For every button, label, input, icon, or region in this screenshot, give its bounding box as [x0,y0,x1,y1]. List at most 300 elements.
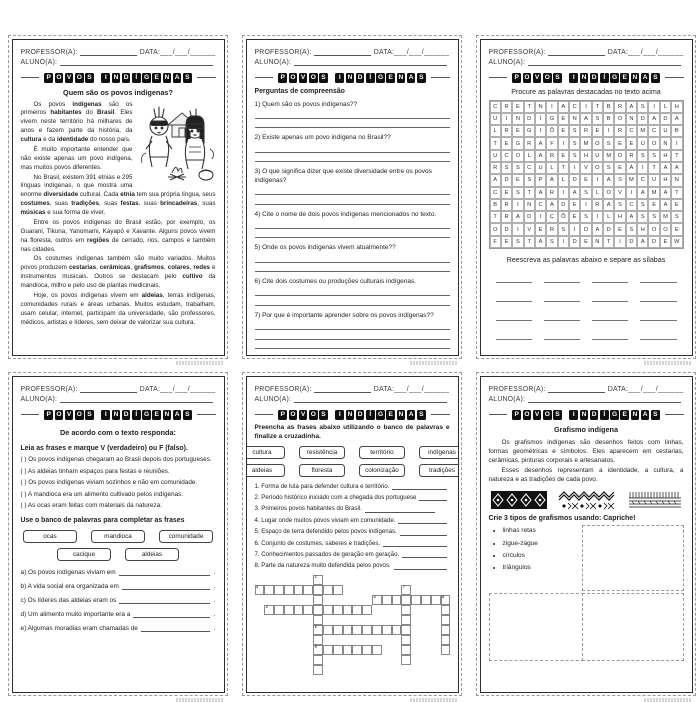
sheet-wordsearch [476,35,696,359]
professor-blank [314,385,370,393]
crossword-empty [264,595,274,605]
crossword-clue [255,550,450,558]
wordsearch-cell: A [648,113,659,125]
crossword-empty [255,665,265,675]
crossword-cell [362,645,372,655]
crossword-empty [274,595,284,605]
wordsearch-cell: I [580,101,591,113]
wordsearch-cell: A [603,199,614,211]
crossword-empty [284,615,294,625]
crossword-empty [343,635,353,645]
wordsearch-cell: T [490,211,501,223]
crossword-cell [352,645,362,655]
crossword-cell [392,595,402,605]
wordsearch-cell: A [546,174,557,186]
crossword-cell [294,585,304,595]
title-letter: P [512,73,521,83]
wordsearch-cell: C [648,125,659,137]
title-row [255,410,450,420]
crossword-empty [372,615,382,625]
crossword-empty [421,645,431,655]
wordsearch-cell: E [614,223,625,235]
title-row [255,73,450,83]
answer-line [255,109,450,119]
crossword-cell [401,605,411,615]
crossword-empty [303,635,313,645]
title-letter: N [581,74,587,81]
crossword-clue-text: 5. Espaço de terra defendido pelos povos indígenas. [254,528,397,536]
crossword-empty [392,605,402,615]
wordsearch-cell: E [558,150,569,162]
wordsearch-cell: S [626,223,637,235]
crossword-empty [294,625,304,635]
question-text: 4) Cite o nome de dois povos indígenas mencionados no texto. [254,210,437,218]
title-letter: V [533,73,542,83]
crossword-empty [362,615,372,625]
professor-line [489,48,684,56]
title-letter: O [56,74,62,81]
crossword-empty [284,625,294,635]
wordsearch-cell: S [603,162,614,174]
sheet-grafismo [476,372,696,696]
wordsearch-cell: A [626,211,637,223]
watermark [176,361,224,365]
wordsearch-cell: B [490,199,501,211]
wordsearch-cell: S [580,211,591,223]
crossword-cell [323,645,333,655]
page-title [278,73,425,83]
syllable-line [544,349,580,355]
crossword-cell [333,645,343,655]
crossword-empty [274,625,284,635]
wordsearch-cell: N [626,113,637,125]
word-bank-chip: cultura [246,446,286,459]
fill-blank [119,568,210,576]
sheet-reading-text [8,35,228,359]
sentence-period: . [213,569,216,577]
professor-label: PROFESSOR(A): [20,48,78,56]
wordsearch-cell: A [592,223,603,235]
professor-label: PROFESSOR(A): [488,385,546,393]
crossword-empty [411,665,421,675]
wordsearch-cell: E [580,236,591,248]
question-text: 3) O que significa dizer que existe diversidade entre os povos indígenas? [254,168,432,184]
wordsearch-cell: I [648,101,659,113]
sentence-period: . [213,611,216,619]
wordsearch-cell: D [501,223,512,235]
title-letter: N [164,74,170,81]
wordsearch-cell: V [580,162,591,174]
word-bank-chip: colonização [359,464,405,477]
wordsearch-cell: O [592,137,603,149]
wordsearch-cell: R [546,187,557,199]
syllable-line [640,311,676,321]
wordsearch-cell: M [637,125,648,137]
aluno-line [489,395,684,403]
title-letter: O [56,411,62,418]
wordsearch-cell: N [569,113,580,125]
crossword-empty [294,635,304,645]
title-letter: P [278,410,287,420]
crossword-cell [401,645,411,655]
wordsearch-cell: N [671,174,682,186]
answer-line [255,296,450,306]
bullet-item: • círculos [503,550,684,562]
title-letter: O [544,411,550,418]
word-bank [251,446,456,477]
crossword-empty [343,585,353,595]
answer-line [255,340,450,350]
answer-line [255,195,450,205]
wordsearch-cell: Ç [546,211,557,223]
answer-line [255,153,450,163]
crossword-empty [392,585,402,595]
aluno-label: ALUNO(A): [254,58,292,66]
wordsearch-cell: E [569,211,580,223]
wordsearch-cell: E [501,187,512,199]
word-bank-chip: aldeias [125,548,179,561]
title-letter: E [152,410,161,420]
crossword-empty [323,575,333,585]
grafismo-paragraph: Os grafismos indígenas são desenhos feitos com linhas, formas geométricas e símbolos. Eles aparecem em cestarias, cerâmicas, pinturas corporais e artesanatos. [488,438,684,464]
crossword-cell [441,615,451,625]
reading-paragraph: Os costumes indígenas também são muito variados. Muitos povos produzem cestarias, cerâmicas, grafismos, colares, redes e instrumentos musicais. Outros se destacam pelo cultivo da mandioca, milho e pelo uso de plantas medicinais. [20,255,216,289]
wordsearch-cell: I [535,125,546,137]
wordsearch-cell: A [535,137,546,149]
wordsearch-cell: S [614,174,625,186]
professor-blank [80,48,136,56]
sheet-true-false-inner [12,376,225,693]
questions-list [255,101,450,350]
crossword-empty [333,595,343,605]
wordsearch-cell: H [671,101,682,113]
wordsearch-cell: C [490,187,501,199]
crossword-empty [255,605,265,615]
crossword-empty [392,615,402,625]
crossword-empty [284,655,294,665]
data-blank: ___/___/______ [394,385,450,393]
page-title [44,73,191,83]
crossword-clue [255,516,450,524]
aluno-line [255,395,450,403]
page-title [512,73,659,83]
crossword-number: 5 [314,645,317,650]
fill-sentence-text: a) Os povos indígenas viviam em [20,569,116,577]
wordsearch-cell: I [637,162,648,174]
title-letter: S [553,73,562,83]
wordsearch-cell: G [512,137,523,149]
watermark [410,361,458,365]
syllable-line [496,292,532,302]
data-label: DATA: [139,385,161,393]
sentence-period: . [213,597,216,605]
reading-paragraph: É muito importante entender que não existe apenas um povo indígena, mas muitos povos diferentes. [20,145,133,171]
crossword-empty [352,615,362,625]
crossword-empty [343,615,353,625]
crossword-cell [264,605,274,615]
syllable-grid [489,268,684,355]
fill-sentence-text: e) Algumas moradias eram chamadas de [20,625,138,633]
aluno-blank [528,58,680,66]
wordsearch-cell: C [490,101,501,113]
wordsearch-cell: R [614,101,625,113]
bullet-item: • triângulos [503,562,684,574]
crossword-empty [255,595,265,605]
wordsearch-cell: D [524,113,535,125]
crossword-cell [401,585,411,595]
title-letter: P [278,73,287,83]
title-row [21,73,216,83]
title-letter: Í [366,410,375,420]
wordsearch-cell: P [535,174,546,186]
crossword-empty [352,595,362,605]
crossword-empty [392,665,402,675]
wordsearch-cell: N [524,199,535,211]
wordsearch-cell: I [592,211,603,223]
wordsearch-cell: E [671,199,682,211]
crossword-empty [323,635,333,645]
crossword-cell [274,605,284,615]
title-letter: O [76,74,82,81]
wordsearch-cell: G [546,113,557,125]
crossword-empty [411,645,421,655]
crossword-empty [352,575,362,585]
grafismo-paragraph: Esses desenhos representam a identidade, a cultura, a natureza e as tradições de cada povo. [488,466,684,484]
wordsearch-cell: Õ [558,211,569,223]
word-bank-chip: floresta [299,464,345,477]
aluno-label: ALUNO(A): [254,395,292,403]
wordsearch-cell: S [637,150,648,162]
data-label: DATA: [139,48,161,56]
professor-line [255,385,450,393]
crossword-empty [284,665,294,675]
watermark [410,698,458,702]
syllable-line [592,273,628,283]
wordsearch-cell: V [614,187,625,199]
professor-blank [314,48,370,56]
sheet-true-false [8,372,228,696]
crossword-cell [441,625,451,635]
title-letter: N [398,74,404,81]
crossword-clue-text: 3. Primeiros povos habitantes do Brasil. [254,505,362,513]
title-letter: N [347,411,353,418]
title-letter: S [651,410,660,420]
title-letter: N [164,411,170,418]
wordsearch-cell: R [501,101,512,113]
title-letter: N [398,411,404,418]
crossword-cell [313,645,323,655]
wordsearch-cell: Í [535,113,546,125]
crossword-clue [255,493,450,501]
questions-heading: Perguntas de compreensão [254,87,345,95]
wordsearch-cell: T [592,101,603,113]
word-bank-row [21,530,216,543]
aluno-label: ALUNO(A): [488,395,526,403]
wordsearch-cell: I [558,236,569,248]
title-letter: E [620,73,629,83]
crossword-empty [431,665,441,675]
aluno-line [255,58,450,66]
crossword-cell [264,585,274,595]
sentence-period: . [213,625,216,633]
fill-blank [133,610,209,618]
data-blank: ___/___/______ [394,48,450,56]
crossword-empty [362,585,372,595]
wordsearch-cell: U [592,150,603,162]
professor-line [21,48,216,56]
crossword-empty [411,615,421,625]
crossword-empty [372,665,382,675]
true-false-item: ( ) As aldeias tinham espaços para festas e reuniões. [20,467,170,475]
crossword-empty [264,615,274,625]
title-letter: A [642,411,648,418]
fill-blank [119,596,209,604]
question-text: 5) Onde os povos indígenas vivem atualmente?? [254,244,396,252]
title-letter: N [347,74,353,81]
data-blank: ___/___/______ [628,385,684,393]
crossword-empty [431,635,441,645]
reading-textblock [21,101,216,328]
wordsearch-cell: M [626,174,637,186]
watermark [644,361,692,365]
crossword-empty [372,575,382,585]
wordsearch-cell: D [626,236,637,248]
crossword-empty [352,655,362,665]
tf-heading: De acordo com o texto responda: [60,427,176,437]
crossword-cell [401,615,411,625]
crossword-cell [323,605,333,615]
wordsearch-cell: C [569,101,580,113]
crossword-empty [431,655,441,665]
crossword-cell [401,625,411,635]
wordsearch-cell: U [660,125,671,137]
title-letter: G [611,74,618,81]
wordsearch-cell: M [660,211,671,223]
aluno-line [489,58,684,66]
crossword-cell [411,595,421,605]
wordsearch-cell: N [512,113,523,125]
wordsearch-cell: B [603,101,614,113]
crossword-cell [362,605,372,615]
crossword-clue-text: 6. Conjunto de costumes, saberes e tradições. [254,539,381,547]
wordsearch-cell: L [490,125,501,137]
title-letter: S [85,410,94,420]
crossword-empty [255,615,265,625]
syllable-line [592,311,628,321]
draw-instruction: Crie 3 tipos de grafismos usando: Capriche! [488,515,636,523]
drawing-box [489,593,589,661]
crossword-clue [255,528,450,536]
wordsearch-cell: E [614,137,625,149]
wordsearch-cell: S [546,236,557,248]
title-letter: I [335,73,344,83]
crossword-empty [441,585,451,595]
word-bank-chip: aldeias [246,464,286,477]
wordsearch-cell: U [535,162,546,174]
crossword-number: 2 [265,605,268,610]
fill-blank [141,624,210,632]
title-letter: O [290,411,296,418]
answer-line [255,321,450,331]
wordsearch-cell: S [592,113,603,125]
crossword-empty [431,585,441,595]
crossword-empty [411,605,421,615]
professor-line [489,385,684,393]
wordsearch-cell: R [490,162,501,174]
crossword-empty [421,665,431,675]
wordsearch-cell: A [671,162,682,174]
crossword-cell [255,585,265,595]
aluno-blank [60,395,212,403]
tf-instruction: Leia as frases e marque V (verdadeiro) ou F (falso). [20,444,188,452]
crossword-empty [431,575,441,585]
professor-line [255,48,450,56]
crossword-empty [411,635,421,645]
title-letter: S [319,410,328,420]
title-letter: S [183,410,192,420]
wordsearch-cell: S [637,199,648,211]
crossword-empty [264,575,274,585]
sheet-questions [242,35,462,359]
crossword-empty [274,665,284,675]
wordsearch-cell: N [660,137,671,149]
title-letter: E [386,73,395,83]
wordsearch-cell: E [512,125,523,137]
wordsearch-cell: A [580,113,591,125]
page-title [512,410,659,420]
sheet-questions-inner [246,39,459,356]
title-letter: G [611,411,618,418]
wordsearch-cell: E [512,174,523,186]
word-bank [21,530,216,561]
data-label: DATA: [607,48,629,56]
wordsearch-cell: T [671,187,682,199]
data-label: DATA: [373,48,395,56]
crossword-cell [303,605,313,615]
wordsearch-cell: E [614,162,625,174]
wordsearch-cell: E [558,113,569,125]
crossword-grid [255,575,450,675]
wordsearch-cell: V [524,223,535,235]
crossword-cell [313,665,323,675]
zigzag-pattern-icon [558,490,616,510]
wordsearch-cell: E [648,199,659,211]
wordsearch-cell: E [580,174,591,186]
answer-line [255,119,450,129]
title-letter: S [417,410,426,420]
crossword-empty [294,615,304,625]
crossword-empty [294,655,304,665]
crossword-cell [352,605,362,615]
wordsearch-cell: I [558,187,569,199]
crossword-empty [264,665,274,675]
crossword-empty [274,645,284,655]
drawing-box [582,525,684,591]
title-letter: V [65,73,74,83]
wordsearch-cell: S [637,101,648,113]
crossword-cell [401,655,411,665]
wordsearch-cell: S [512,162,523,174]
crossword-empty [392,645,402,655]
crossword-empty [421,615,431,625]
title-letter: I [569,410,578,420]
crossword-empty [392,655,402,665]
crossword-empty [343,595,353,605]
wordsearch-cell: O [603,187,614,199]
wordsearch-cell: A [490,174,501,186]
data-blank: ___/___/______ [628,48,684,56]
crossword-cell [441,645,451,655]
